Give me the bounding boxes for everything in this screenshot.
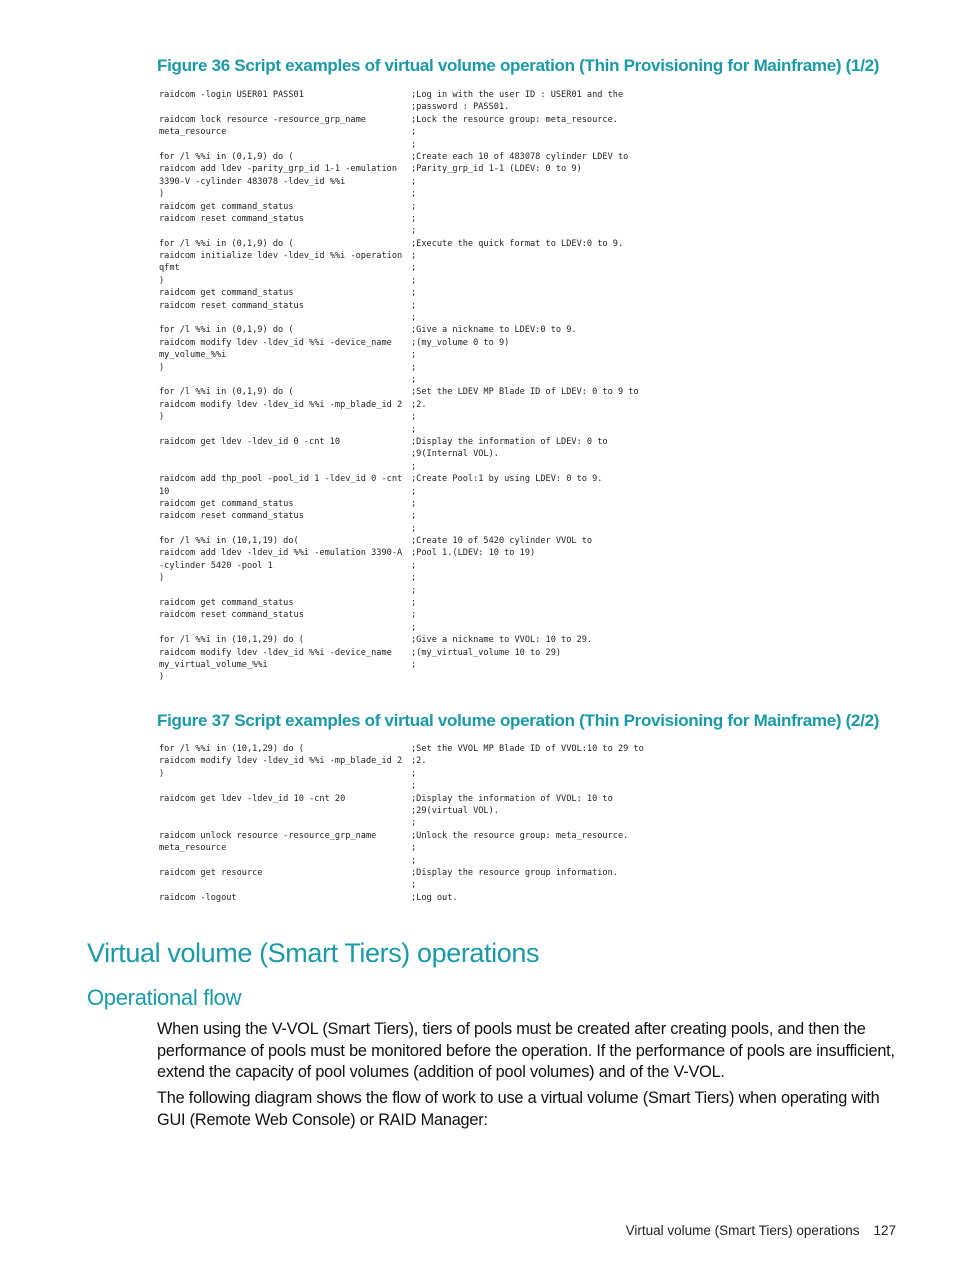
script-line	[159, 597, 679, 609]
script-command: )	[159, 573, 165, 584]
script-comment: ;2.	[411, 756, 427, 767]
script-comment: ;	[411, 573, 417, 584]
script-line	[159, 793, 679, 805]
script-command: raidcom unlock resource -resource_grp_name	[159, 830, 377, 841]
script-comment: ;	[411, 313, 417, 324]
script-command: for /l %%i in (0,1,9) do (	[159, 238, 294, 249]
script-command	[159, 805, 411, 817]
script-comment: ;	[411, 127, 417, 138]
script-line	[159, 114, 679, 126]
script-line	[159, 572, 679, 584]
script-command	[159, 424, 411, 436]
script-command: raidcom initialize ldev -ldev_id %%i -operation	[159, 251, 403, 262]
figure-36-script	[159, 89, 679, 684]
script-comment: ;2.	[411, 399, 427, 410]
section-title: Virtual volume (Smart Tiers) operations	[87, 938, 540, 968]
script-comment: ;Execute the quick format to LDEV:0 to 9.	[411, 238, 624, 249]
script-command: raidcom modify ldev -ldev_id %%i -mp_blade_id 2	[159, 756, 403, 767]
script-command	[159, 461, 411, 473]
script-line	[159, 337, 679, 349]
script-command: for /l %%i in (0,1,9) do (	[159, 387, 294, 398]
script-line	[159, 647, 679, 659]
script-command: raidcom modify ldev -ldev_id %%i -mp_blade_id 2	[159, 399, 403, 410]
page-footer	[626, 1223, 896, 1238]
script-command: for /l %%i in (10,1,19) do(	[159, 536, 299, 547]
script-comment: ;	[411, 374, 417, 385]
script-comment: ;	[411, 511, 417, 522]
script-command: )	[159, 412, 165, 423]
script-line	[159, 201, 679, 213]
script-comment: ;	[411, 486, 417, 497]
script-comment: ;Give a nickname to VVOL: 10 to 29.	[411, 635, 593, 646]
script-line	[159, 424, 679, 436]
script-command: meta_resource	[159, 843, 227, 854]
script-line	[159, 659, 679, 671]
script-line	[159, 101, 679, 113]
script-line	[159, 275, 679, 287]
script-command	[159, 139, 411, 151]
script-command: -cylinder 5420 -pool 1	[159, 560, 273, 571]
script-line	[159, 755, 679, 767]
script-comment: ;	[411, 139, 417, 150]
script-command: raidcom reset command_status	[159, 511, 304, 522]
script-command	[159, 622, 411, 634]
script-line	[159, 830, 679, 842]
script-line	[159, 362, 679, 374]
script-line	[159, 250, 679, 262]
script-line	[159, 892, 679, 904]
script-comment: ;	[411, 263, 417, 274]
script-command: raidcom add ldev -ldev_id %%i -emulation 3390-A	[159, 548, 403, 559]
script-command: 3390-V -cylinder 483078 -ldev_id %%i	[159, 176, 346, 187]
script-line	[159, 225, 679, 237]
script-command: raidcom get command_status	[159, 288, 294, 299]
script-comment	[411, 671, 679, 683]
script-comment: ;Create each 10 of 483078 cylinder LDEV to	[411, 151, 629, 162]
script-comment: ;	[411, 560, 417, 571]
script-line	[159, 188, 679, 200]
script-line	[159, 879, 679, 891]
script-line	[159, 609, 679, 621]
script-comment: ;password : PASS01.	[411, 102, 510, 113]
script-comment: ;Create 10 of 5420 cylinder VVOL to	[411, 536, 593, 547]
script-command: raidcom get command_status	[159, 598, 294, 609]
script-comment: ;Display the information of VVOL: 10 to	[411, 793, 613, 804]
script-command: 10	[159, 486, 170, 497]
script-command: raidcom get ldev -ldev_id 0 -cnt 10	[159, 436, 341, 447]
script-line	[159, 523, 679, 535]
script-command	[159, 101, 411, 113]
script-comment: ;	[411, 251, 417, 262]
script-command: raidcom reset command_status	[159, 610, 304, 621]
script-comment: ;	[411, 855, 417, 866]
script-command: raidcom get command_status	[159, 498, 294, 509]
script-command: my_volume_%%i	[159, 350, 227, 361]
script-line	[159, 238, 679, 250]
script-command: for /l %%i in (10,1,29) do (	[159, 744, 304, 754]
script-command: my_virtual_volume_%%i	[159, 659, 268, 670]
script-line	[159, 163, 679, 175]
footer-section-title: Virtual volume (Smart Tiers) operations	[625, 1223, 860, 1238]
script-line	[159, 151, 679, 163]
script-line	[159, 312, 679, 324]
script-command: )	[159, 672, 165, 683]
script-line	[159, 805, 679, 817]
script-comment: ;	[411, 523, 417, 534]
script-command: for /l %%i in (0,1,9) do (	[159, 151, 294, 162]
script-comment: ;	[411, 176, 417, 187]
body-paragraph: The following diagram shows the flow of work to use a virtual volume (Smart Tiers) when operating with GUI (Remote Web Console) or RAID Manager:	[157, 1089, 880, 1129]
script-line	[159, 461, 679, 473]
script-comment: ;	[411, 275, 417, 286]
script-comment: ;	[411, 610, 417, 621]
script-comment: ;	[411, 424, 417, 435]
script-command: for /l %%i in (0,1,9) do (	[159, 325, 294, 336]
script-comment: ;	[411, 288, 417, 299]
script-line	[159, 867, 679, 879]
script-line	[159, 817, 679, 829]
script-command: raidcom reset command_status	[159, 213, 304, 224]
script-line	[159, 287, 679, 299]
script-comment: ;	[411, 350, 417, 361]
script-comment: ;	[411, 201, 417, 212]
script-comment: ;	[411, 226, 417, 237]
script-command: qfmt	[159, 263, 180, 274]
script-comment: ;	[411, 622, 417, 633]
script-line	[159, 780, 679, 792]
script-line	[159, 436, 679, 448]
script-command: raidcom modify ldev -ldev_id %%i -device_name	[159, 337, 392, 348]
script-line	[159, 855, 679, 867]
script-comment: ;Parity_grp_id 1-1 (LDEV: 0 to 9)	[411, 164, 582, 175]
script-comment: ;29(virtual VOL).	[411, 805, 499, 816]
script-line	[159, 89, 679, 101]
figure-37-caption: Figure 37 Script examples of virtual volume operation (Thin Provisioning for Mainframe) (2/2)	[157, 711, 880, 730]
script-comment: ;	[411, 189, 417, 200]
body-paragraph: When using the V-VOL (Smart Tiers), tiers of pools must be created after creating pools, and then the performance of pools must be monitored before the operation. If the performance of pools are insufficient, extend the capacity of pool volumes (addition of pool volumes) and of the V-VOL.	[157, 1020, 895, 1081]
script-comment: ;Give a nickname to LDEV:0 to 9.	[411, 325, 577, 336]
script-command	[159, 523, 411, 535]
script-command: for /l %%i in (10,1,29) do (	[159, 635, 304, 646]
script-comment: ;	[411, 843, 417, 854]
script-line	[159, 374, 679, 386]
script-command	[159, 225, 411, 237]
script-line	[159, 448, 679, 460]
figure-36-caption: Figure 36 Script examples of virtual volume operation (Thin Provisioning for Mainframe) (1/2)	[157, 56, 880, 75]
script-comment: ;	[411, 781, 417, 792]
script-command	[159, 585, 411, 597]
script-line	[159, 349, 679, 361]
script-line	[159, 262, 679, 274]
page-number: 127	[873, 1223, 896, 1238]
script-line	[159, 386, 679, 398]
script-comment: ;Display the information of LDEV: 0 to	[411, 436, 608, 447]
figure-37-script	[159, 743, 679, 904]
script-comment: ;	[411, 362, 417, 373]
script-comment: ;	[411, 880, 417, 891]
script-line	[159, 498, 679, 510]
script-comment: ;	[411, 598, 417, 609]
script-comment: ;Unlock the resource group: meta_resource.	[411, 830, 629, 841]
script-command: raidcom get ldev -ldev_id 10 -cnt 20	[159, 793, 346, 804]
script-comment: ;	[411, 213, 417, 224]
script-command: )	[159, 275, 165, 286]
script-comment: ;Set the VVOL MP Blade ID of VVOL:10 to 29 to	[411, 744, 644, 754]
script-line	[159, 671, 679, 683]
script-comment: ;Display the resource group information.	[411, 867, 618, 878]
script-line	[159, 560, 679, 572]
script-line	[159, 768, 679, 780]
script-comment: ;Create Pool:1 by using LDEV: 0 to 9.	[411, 474, 603, 485]
script-comment: ;	[411, 461, 417, 472]
script-command: raidcom lock resource -resource_grp_name	[159, 114, 366, 125]
subsection-title: Operational flow	[87, 985, 242, 1010]
script-comment: ;	[411, 412, 417, 423]
script-line	[159, 622, 679, 634]
script-line	[159, 213, 679, 225]
script-command	[159, 817, 411, 829]
script-line	[159, 126, 679, 138]
script-comment: ;	[411, 300, 417, 311]
script-line	[159, 547, 679, 559]
script-command: raidcom get command_status	[159, 201, 294, 212]
script-comment: ;	[411, 768, 417, 779]
script-command: raidcom -login USER01 PASS01	[159, 90, 304, 100]
script-line	[159, 585, 679, 597]
script-line	[159, 743, 679, 755]
script-comment: ;	[411, 585, 417, 596]
script-line	[159, 535, 679, 547]
script-command: raidcom add ldev -parity_grp_id 1-1 -emulation	[159, 164, 397, 175]
script-command	[159, 855, 411, 867]
script-comment: ;	[411, 498, 417, 509]
script-comment: ;	[411, 818, 417, 829]
script-command	[159, 879, 411, 891]
script-command: )	[159, 768, 165, 779]
script-line	[159, 510, 679, 522]
script-comment: ;9(Internal VOL).	[411, 449, 499, 460]
script-command	[159, 448, 411, 460]
script-command: raidcom add thp_pool -pool_id 1 -ldev_id 0 -cnt	[159, 474, 403, 485]
script-line	[159, 139, 679, 151]
script-line	[159, 486, 679, 498]
script-line	[159, 842, 679, 854]
script-line	[159, 411, 679, 423]
script-command	[159, 780, 411, 792]
script-command	[159, 312, 411, 324]
script-comment: ;Log in with the user ID : USER01 and the	[411, 90, 624, 100]
script-line	[159, 324, 679, 336]
script-comment: ;	[411, 659, 417, 670]
script-command	[159, 374, 411, 386]
script-line	[159, 300, 679, 312]
script-command: )	[159, 189, 165, 200]
script-command: meta_resource	[159, 127, 227, 138]
script-comment: ;(my_volume 0 to 9)	[411, 337, 510, 348]
script-comment: ;Set the LDEV MP Blade ID of LDEV: 0 to 9 to	[411, 387, 639, 398]
script-line	[159, 399, 679, 411]
script-line	[159, 634, 679, 646]
script-comment: ;Pool 1.(LDEV: 10 to 19)	[411, 548, 536, 559]
script-comment: ;(my_virtual_volume 10 to 29)	[411, 647, 562, 658]
script-comment: ;Log out.	[411, 892, 458, 903]
script-command: raidcom modify ldev -ldev_id %%i -device_name	[159, 647, 392, 658]
script-comment: ;Lock the resource group: meta_resource.	[411, 114, 618, 125]
script-command: raidcom -logout	[159, 892, 237, 903]
script-command: raidcom get resource	[159, 867, 263, 878]
script-command: raidcom reset command_status	[159, 300, 304, 311]
script-line	[159, 473, 679, 485]
script-line	[159, 176, 679, 188]
script-command: )	[159, 362, 165, 373]
